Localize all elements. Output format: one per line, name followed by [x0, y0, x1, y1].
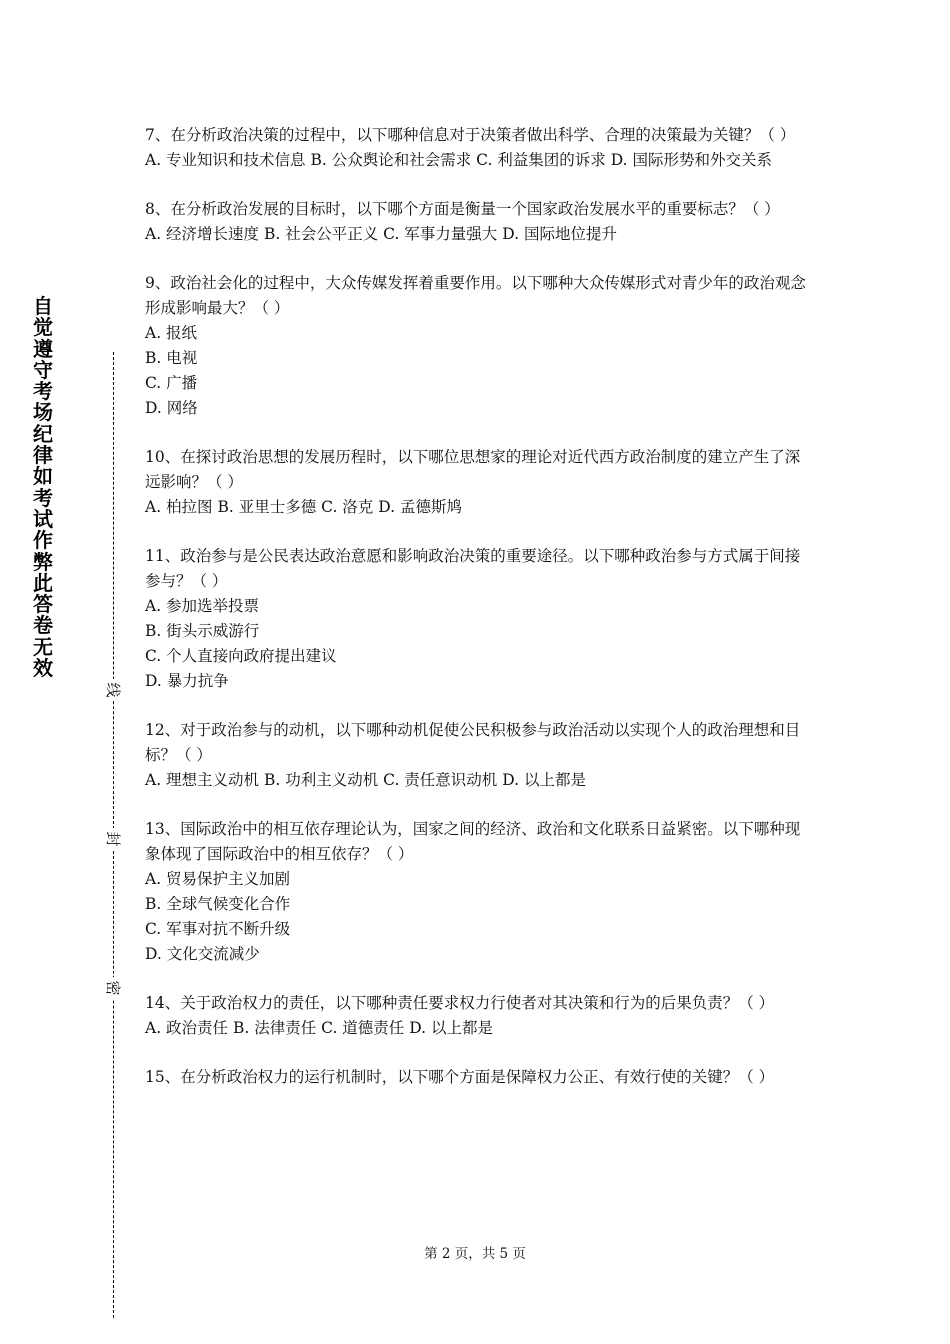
side-warning-char: 效 [33, 656, 53, 681]
question-block [145, 445, 810, 520]
question-block [145, 718, 810, 793]
side-warning-char: 弊 [33, 549, 53, 574]
answer-option: D. 网络 [145, 399, 198, 417]
answer-option: A. 经济增长速度 B. 社会公平正义 C. 军事力量强大 D. 国际地位提升 [145, 225, 617, 243]
question-stem: 13、国际政治中的相互依存理论认为，国家之间的经济、政治和文化联系日益紧密。以下哪种现象体现了国际政治中的相互依存？（ ） [145, 820, 801, 863]
answer-option: B. 街头示威游行 [145, 622, 260, 640]
answer-option: A. 报纸 [145, 324, 198, 342]
question-list [145, 123, 810, 1114]
answer-option: D. 暴力抗争 [145, 672, 229, 690]
side-warning-char: 无 [33, 634, 53, 659]
side-warning [30, 296, 56, 679]
answer-option: C. 广播 [145, 374, 198, 392]
side-warning-char: 考 [33, 485, 53, 510]
answer-option: A. 专业知识和技术信息 B. 公众舆论和社会需求 C. 利益集团的诉求 D. 国际形势和外交关系 [145, 151, 772, 169]
question-block [145, 197, 810, 247]
question-block [145, 1065, 810, 1090]
question-block [145, 271, 810, 421]
answer-option: C. 个人直接向政府提出建议 [145, 647, 337, 665]
side-warning-char: 场 [33, 400, 53, 425]
question-stem: 15、在分析政治权力的运行机制时，以下哪个方面是保障权力公正、有效行使的关键？（ ） [145, 1068, 775, 1086]
answer-option: B. 电视 [145, 349, 198, 367]
side-warning-char: 试 [33, 506, 53, 531]
question-stem: 12、对于政治参与的动机，以下哪种动机促使公民积极参与政治活动以实现个人的政治理想和目标？（ ） [145, 721, 801, 764]
side-warning-char: 如 [33, 464, 53, 489]
question-stem: 11、政治参与是公民表达政治意愿和影响政治决策的重要途径。以下哪种政治参与方式属于间接参与？（ ） [145, 547, 801, 590]
side-warning-char: 守 [33, 357, 53, 382]
answer-option: C. 军事对抗不断升级 [145, 920, 291, 938]
seal-char-secret: 密 [102, 977, 124, 999]
question-stem: 14、关于政治权力的责任，以下哪种责任要求权力行使者对其决策和行为的后果负责？（ ） [145, 994, 775, 1012]
answer-option: A. 贸易保护主义加剧 [145, 870, 291, 888]
question-stem: 10、在探讨政治思想的发展历程时，以下哪位思想家的理论对近代西方政治制度的建立产生了深远影响？（ ） [145, 448, 801, 491]
side-warning-char: 遵 [33, 336, 53, 361]
answer-option: A. 政治责任 B. 法律责任 C. 道德责任 D. 以上都是 [145, 1019, 493, 1037]
question-stem: 8、在分析政治发展的目标时，以下哪个方面是衡量一个国家政治发展水平的重要标志？（ ） [145, 200, 780, 218]
side-warning-char: 作 [33, 528, 53, 553]
side-warning-char: 律 [33, 443, 53, 468]
seal-char-seal: 封 [102, 828, 124, 850]
answer-option: D. 文化交流减少 [145, 945, 260, 963]
question-block [145, 991, 810, 1041]
side-warning-char: 自 [33, 294, 53, 318]
page-footer: 第 2 页，共 5 页 [424, 1246, 526, 1262]
side-warning-char: 卷 [33, 613, 53, 638]
answer-option: A. 柏拉图 B. 亚里士多德 C. 洛克 D. 孟德斯鸠 [145, 498, 462, 516]
side-warning-char: 考 [33, 379, 53, 404]
question-stem: 9、政治社会化的过程中，大众传媒发挥着重要作用。以下哪种大众传媒形式对青少年的政治观念形成影响最大？（ ） [145, 274, 806, 317]
question-block [145, 123, 810, 173]
answer-option: A. 参加选举投票 [145, 597, 260, 615]
question-block [145, 544, 810, 694]
answer-option: B. 全球气候变化合作 [145, 895, 291, 913]
side-warning-char: 纪 [33, 421, 53, 446]
side-warning-char: 此 [33, 570, 53, 595]
answer-option: A. 理想主义动机 B. 功利主义动机 C. 责任意识动机 D. 以上都是 [145, 771, 586, 789]
question-stem: 7、在分析政治决策的过程中，以下哪种信息对于决策者做出科学、合理的决策最为关键？（ ） [145, 126, 796, 144]
question-block [145, 817, 810, 967]
side-warning-char: 觉 [33, 315, 53, 340]
side-warning-char: 答 [33, 592, 53, 617]
seal-char-line: 线 [102, 679, 124, 701]
